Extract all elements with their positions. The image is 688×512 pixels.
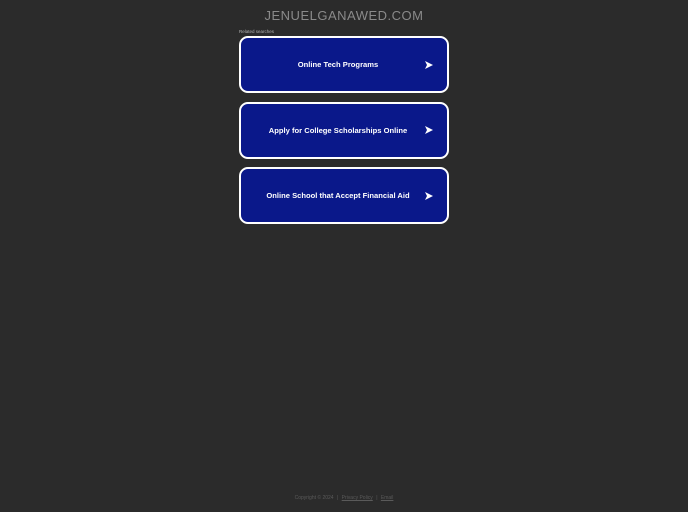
search-link-online-tech-programs[interactable] xyxy=(239,36,449,93)
search-link-label: Apply for College Scholarships Online xyxy=(268,125,408,135)
related-searches-label: Related searches xyxy=(239,29,275,34)
related-searches-list xyxy=(239,36,449,233)
search-link-label: Online Tech Programs xyxy=(297,60,379,69)
arrow-right-icon xyxy=(424,60,434,70)
footer xyxy=(0,495,688,501)
footer-separator: | xyxy=(336,495,339,501)
email-link[interactable]: Email xyxy=(380,495,394,501)
search-link-label: Online School that Accept Financial Aid xyxy=(266,191,410,200)
search-link-college-scholarships[interactable] xyxy=(239,102,449,159)
footer-separator: | xyxy=(376,495,378,501)
copyright-text: Copyright © 2024 xyxy=(294,495,334,501)
domain-title: JENUELGANAWED.COM xyxy=(264,8,424,23)
arrow-right-icon xyxy=(424,125,434,135)
arrow-right-icon xyxy=(424,191,434,201)
privacy-policy-link[interactable]: Privacy Policy xyxy=(341,495,373,501)
search-link-financial-aid[interactable] xyxy=(239,167,449,224)
